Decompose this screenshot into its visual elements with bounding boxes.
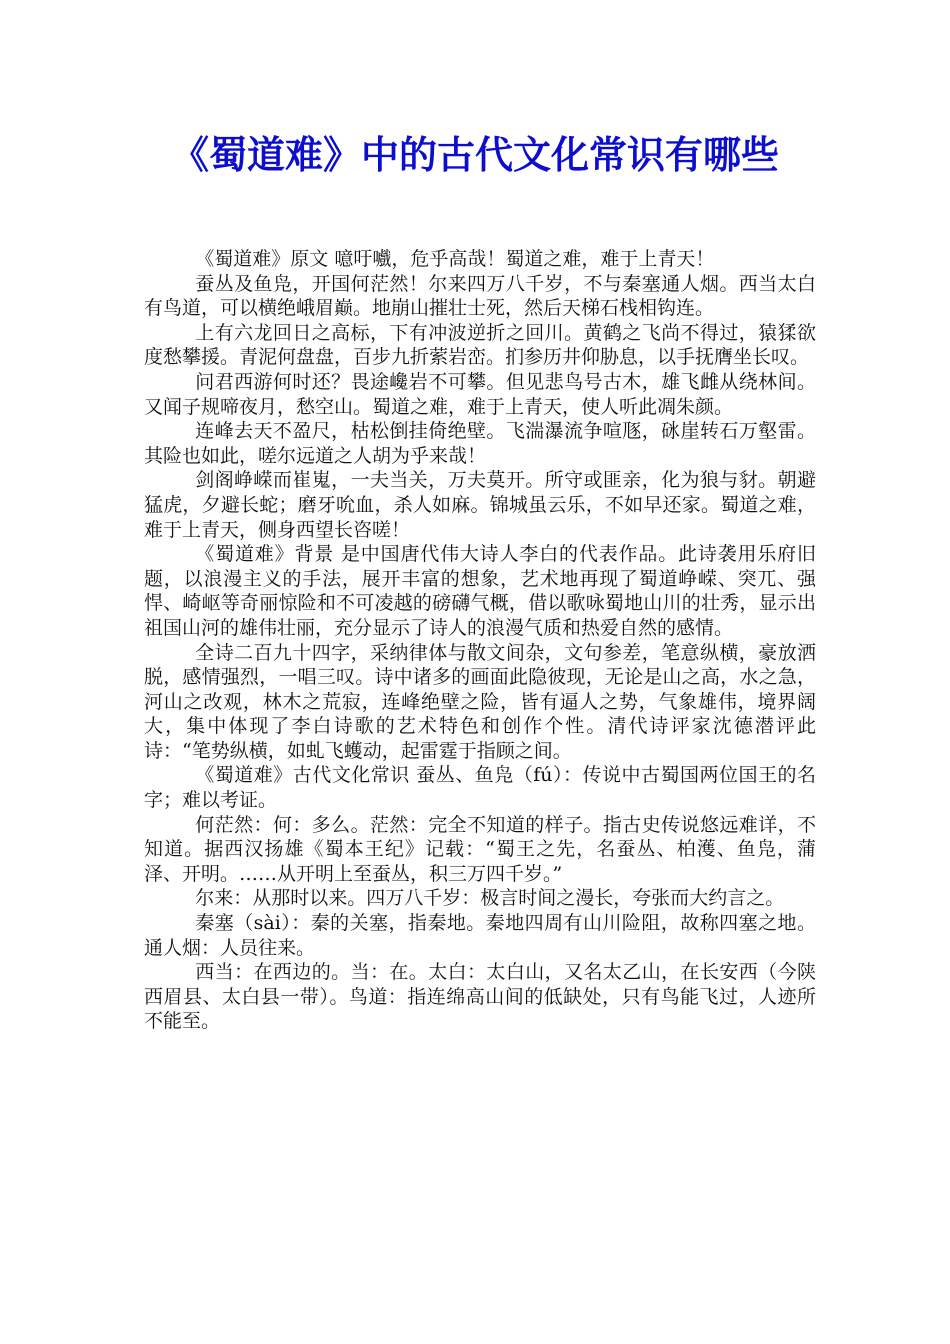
paragraph: 蚕丛及鱼凫，开国何茫然！尔来四万八千岁，不与秦塞通人烟。西当太白有鸟道，可以横绝峨眉巅。地崩山摧壮士死，然后天梯石栈相钩连。 (144, 272, 816, 320)
paragraph: 问君西游何时还？畏途巉岩不可攀。但见悲鸟号古木，雄飞雌从绕林间。又闻子规啼夜月，愁空山。蜀道之难，难于上青天，使人听此凋朱颜。 (144, 370, 816, 418)
paragraph: 何茫然：何：多么。茫然：完全不知道的样子。指古史传说悠远难详，不知道。据西汉扬雄《蜀本王纪》记载：“蜀王之先，名蚕丛、柏濩、鱼凫，蒲泽、开明。……从开明上至蚕丛，积三万四千岁。” (144, 813, 816, 885)
page-title: 《蜀道难》中的古代文化常识有哪些 (170, 133, 779, 177)
paragraph: 全诗二百九十四字，采纳律体与散文间杂，文句参差，笔意纵横，豪放洒脱，感情强烈，一唱三叹。诗中诸多的画面此隐彼现，无论是山之高，水之急，河山之改观，林木之荒寂，连峰绝壁之险，皆有逼人之势，气象雄伟，境界阔大，集中体现了李白诗歌的艺术特色和创作个性。清代诗评家沈德潜评此诗：“笔势纵横，如虬飞蠖动，起雷霆于指顾之间。 (144, 641, 816, 762)
paragraph: 西当：在西边的。当：在。太白：太白山，又名太乙山，在长安西（今陕西眉县、太白县一带）。鸟道：指连绵高山间的低缺处，只有鸟能飞过，人迹所不能至。 (144, 961, 816, 1033)
paragraph: 剑阁峥嵘而崔嵬，一夫当关，万夫莫开。所守或匪亲，化为狼与豺。朝避猛虎，夕避长蛇；磨牙吮血，杀人如麻。锦城虽云乐，不如早还家。蜀道之难，难于上青天，侧身西望长咨嗟！ (144, 469, 816, 541)
paragraph: 尔来：从那时以来。四万八千岁：极言时间之漫长，夸张而大约言之。 (195, 887, 785, 910)
article-body (144, 247, 816, 1034)
paragraph: 《蜀道难》背景 是中国唐代伟大诗人李白的代表作品。此诗袭用乐府旧题，以浪漫主义的手法，展开丰富的想象，艺术地再现了蜀道峥嵘、突兀、强悍、崎岖等奇丽惊险和不可凌越的磅礴气概，借以歌咏蜀地山川的壮秀，显示出祖国山河的雄伟壮丽，充分显示了诗人的浪漫气质和热爱自然的感情。 (144, 543, 816, 639)
paragraph: 《蜀道难》古代文化常识 蚕丛、鱼凫（fú）：传说中古蜀国两位国王的名字；难以考证。 (144, 764, 816, 812)
paragraph: 上有六龙回日之高标，下有冲波逆折之回川。黄鹤之飞尚不得过，猿猱欲度愁攀援。青泥何盘盘，百步九折萦岩峦。扪参历井仰胁息，以手抚膺坐长叹。 (144, 321, 816, 369)
paragraph: 《蜀道难》原文 噫吁嚱，危乎高哉！蜀道之难，难于上青天！ (195, 248, 715, 270)
paragraph: 连峰去天不盈尺，枯松倒挂倚绝壁。飞湍瀑流争喧豗，砯崖转石万壑雷。其险也如此，嗟尔远道之人胡为乎来哉！ (144, 420, 816, 467)
paragraph: 秦塞（sài）：秦的关塞，指秦地。秦地四周有山川险阻，故称四塞之地。通人烟：人员往来。 (144, 912, 816, 959)
